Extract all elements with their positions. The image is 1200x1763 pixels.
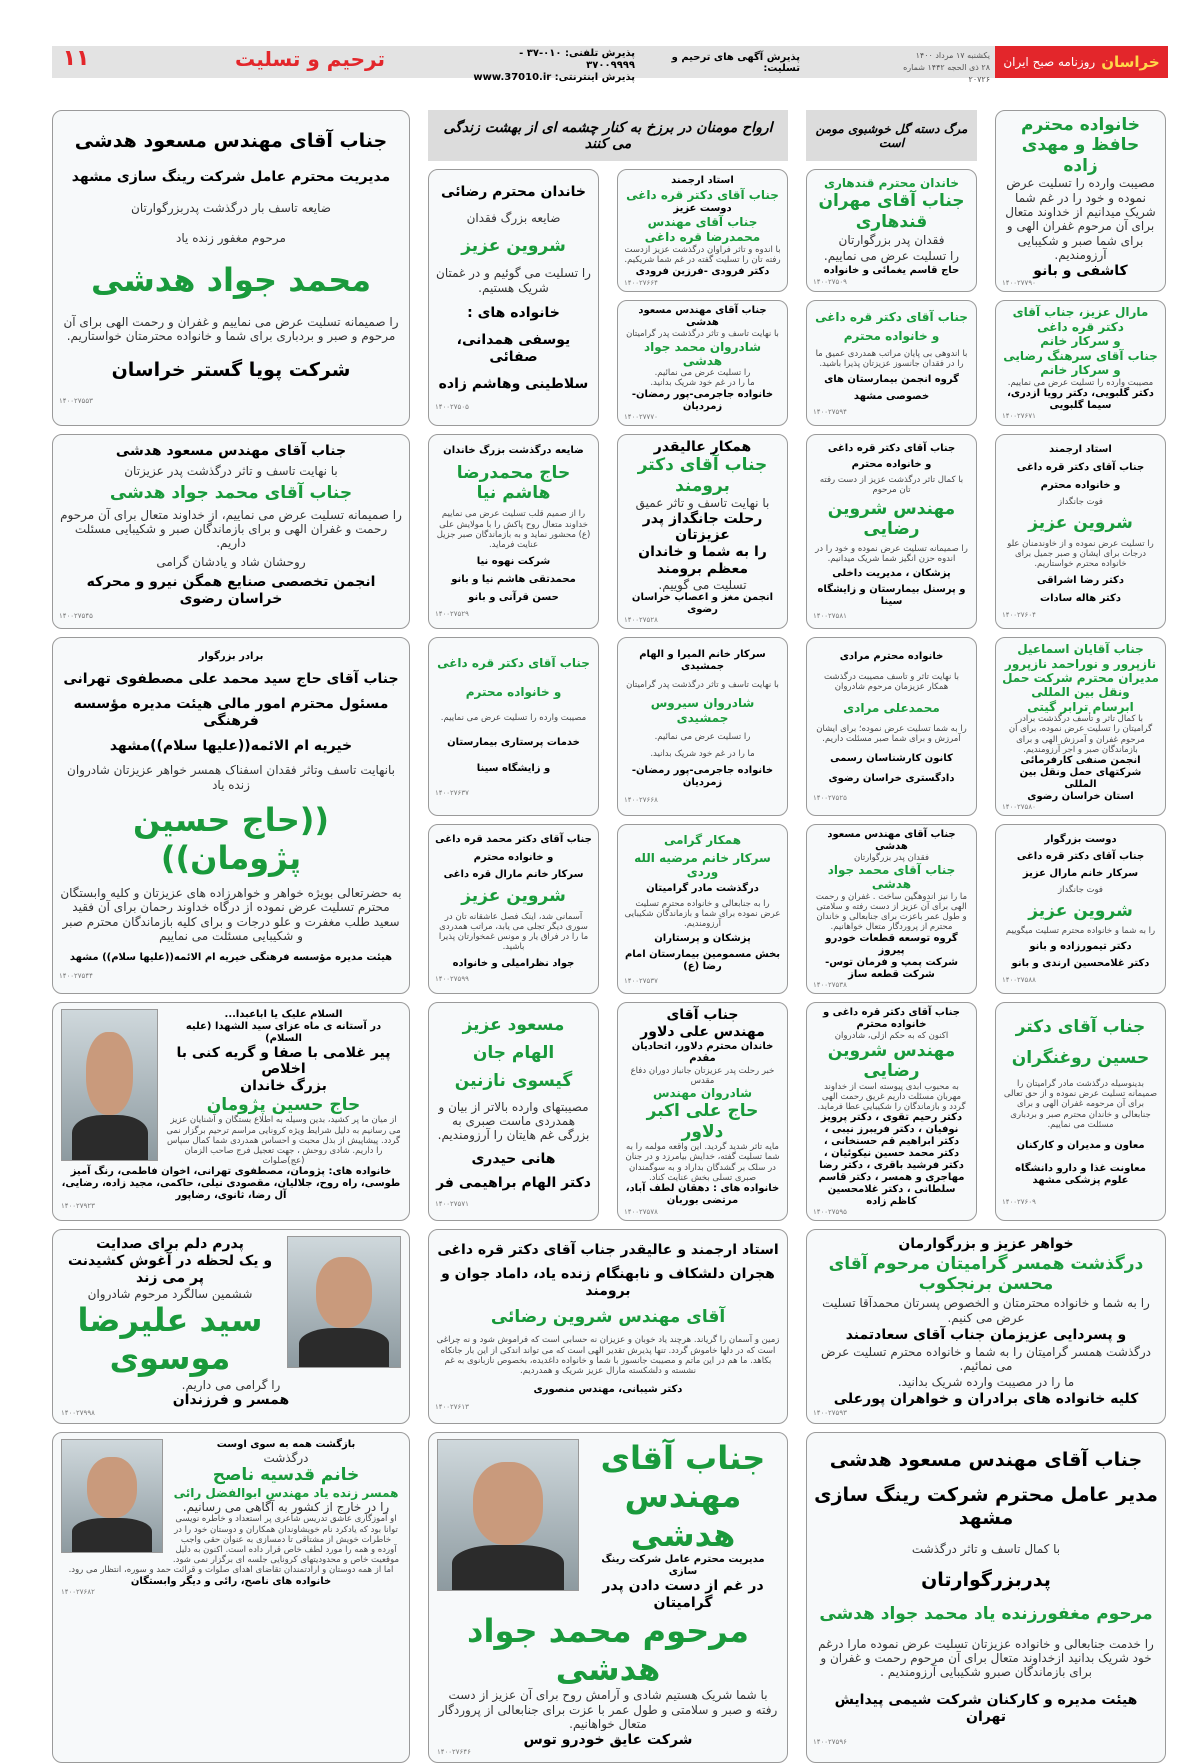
ad-code: ۱۴۰۰۲۷۵۷۸ (624, 1207, 658, 1216)
highlighted-name: مسعود عزیز (462, 1014, 565, 1035)
ad-text-line: سرکار خانم مارال قره داغی (443, 868, 584, 880)
ad-text-line: خبر رحلت پدر عزیزتان جانباز دوران دفاع مقدس (630, 1065, 775, 1086)
condolence-ad (428, 169, 599, 425)
condolence-ad (52, 1432, 410, 1763)
ad-text-line: بازگشت همه به سوی اوست (216, 1438, 356, 1450)
highlighted-name: شروین عزیز (1028, 900, 1133, 921)
ad-text-line: اکنون که به حکم ازلی، شادروان (834, 1030, 949, 1041)
ad-text-line: هیئت مدیره مؤسسه فرهنگی خیریه ام الائمه((علیها سلام)) مشهد (69, 951, 393, 963)
ad-text-line: السلام علیک یا اباعبدا... (224, 1008, 343, 1020)
ad-reception-label: پذیرش آگهی های ترحیم و تسلیت: (671, 52, 800, 74)
ad-text-line: درگذشت (263, 1450, 309, 1465)
ad-code: ۱۴۰۰۲۷۶۰۴ (1002, 610, 1036, 619)
highlighted-name: خانم قدسیه ناصح (212, 1465, 360, 1486)
ad-text-line: ما را در غم خود شریک بدانید. (650, 378, 755, 389)
ad-text-line: دکتر رضا اشراقی (1037, 575, 1124, 587)
ad-text-line: و یک لحظه در آغوش کشیدنت پر می زند (67, 1252, 273, 1286)
ad-text-line: استان خراسان رضوی (1027, 790, 1134, 802)
ad-text-line: با نهایت تاسف و تاثر درگذشت پدر گرامیتان (626, 679, 779, 690)
ad-text-line: جناب آقای حاج سید محمد علی مصطفوی تهرانی (63, 671, 399, 688)
condolence-ad (52, 637, 410, 993)
ad-text-line: مهندس علی دلاور (640, 1024, 765, 1041)
ad-text-line: مصیبت وارده را تسلیت عرض می نماییم. (440, 712, 587, 723)
ad-text-line: پدربزرگوارتان (921, 1568, 1051, 1591)
phone-number: پذیرش تلفنی: ۰۱۰-۳۷ - ۳۷۰۰۹۹۹۹ (519, 48, 635, 71)
highlighted-name: خانواده محترم (1021, 115, 1140, 135)
ad-text-line: دکتر تیمورزاده و بانو (1029, 941, 1132, 953)
ad-text-line: درگذشت مادر گرامیتان (646, 883, 759, 895)
ad-text-line: دکتر غلامحسین ارندی و بانو (1011, 958, 1150, 970)
highlighted-name: جناب آقای محمد جواد هدشی (109, 482, 353, 503)
ad-code: ۱۴۰۰۲۷۷۷۰ (624, 412, 658, 421)
ad-text-line: روحشان شاد و یادشان گرامی (156, 555, 306, 570)
highlighted-name: شروین عزیز (461, 886, 566, 907)
highlighted-name: الهام جان (472, 1042, 555, 1063)
quote-banner: مرگ دسته گل خوشبوی مومن است (806, 110, 977, 161)
condolence-ad (995, 300, 1166, 425)
highlighted-name: محمدعلی مرادی (843, 700, 940, 715)
highlighted-name: حاج علی اکبر دلاور (646, 1101, 759, 1142)
condolence-ad (428, 824, 599, 994)
ad-code: ۱۴۰۰۲۷۹۹۸ (61, 1408, 95, 1417)
ad-text-line: زمین و آسمان را گریاند. هرچند یاد خوبان و عزیزان نه حسابی است که فراموش شود و نه چراغی است که در دلها خاموش گردد. تنها پذیرش تقدیر الهی است که می تواند اندکی از این بار جانکاه بکاهد. ما هم در این ماتم و مصیبت جانسوز با شما و خانواده داغدیده، بخصوص نازبانوی به غم نشسته و دلشکسته مارال عزیز شریک و همدردیم. (436, 1335, 780, 1376)
ad-text-line: همسر و فرزندان (172, 1392, 290, 1409)
highlighted-name: خاندان محترم قندهاری (824, 175, 959, 190)
page-number: ۱۱ (62, 46, 90, 71)
ad-text-line: یوسفی همدانی، صفائی (456, 332, 571, 365)
highlighted-name: جناب آقای دکتر برومند (637, 455, 768, 496)
highlighted-name: جناب آقای (600, 1438, 766, 1477)
ad-text-line: جناب آقای دکتر محمد قره داغی (435, 834, 592, 846)
ad-text-line: استاد ارجمند و عالیقدر جناب آقای دکتر قره داغی (437, 1241, 779, 1258)
ad-text-line: مدیر عامل محترم شرکت رینگ سازی مشهد (814, 1484, 1158, 1530)
ad-text-line: مسئول محترم امور مالی هیئت مدیره مؤسسه فرهنگی (73, 696, 389, 730)
ad-text-line: فوت جانگداز (1058, 885, 1103, 896)
ad-text-line: را تسلیت عرض می نمائیم. (654, 368, 751, 379)
ad-text-line: پدرم دلم برای صدایت (96, 1236, 244, 1253)
ad-code: ۱۴۰۰۲۷۵۸۱ (813, 612, 847, 621)
ad-text-line: را به شما تسلیت عرض نموده؛ برای ایشان آمرزش و برای شما صبر مسئلت داریم. (816, 723, 967, 744)
ad-text-line: جناب آقای مهندس مسعود هدشی (115, 443, 347, 459)
date-line: یکشنبه ۱۷ مرداد ۱۴۰۰ (915, 51, 990, 60)
ad-code: ۱۴۰۰۲۷۶۴۶ (437, 1748, 471, 1757)
highlighted-name: جناب آقای سرهنگ رضایی (1003, 348, 1158, 363)
ad-code: ۱۴۰۰۲۷۵۰۹ (813, 278, 847, 287)
ad-text-line: گروه انجمن بیمارستان های (824, 373, 959, 385)
ad-text-line: جناب آقای مهندس مسعود هدشی (827, 828, 956, 852)
ad-text-line: دوست عزیز (673, 202, 732, 214)
ad-text-line: خاندان محترم دلاور، اتحادیان مقدم (631, 1041, 774, 1065)
portrait-photo (437, 1439, 579, 1591)
ad-text-line: خانواده جاجرمی-پور رمضان-زمردیان (631, 765, 774, 789)
ad-text-line: خانواده جاجرمی-پور رمضان-زمردیان (631, 388, 774, 412)
ad-text-line: انجمن مغز و اعصاب خراسان رضوی (631, 592, 774, 616)
ad-text-line: بانهایت تاسف وتاثر فقدان اسفناک همسر خواهر عزیزتان شادروان زنده یاد (67, 763, 395, 792)
highlighted-name: مرحوم مغفورزنده یاد محمد جواد هدشی (819, 1603, 1153, 1624)
ad-text-line: دکتر هاله سادات (1040, 592, 1121, 604)
highlighted-name: سرکار خانم مرضیه الله وردی (634, 850, 771, 880)
ad-text-line: شرکت پمپ و فرمان توس-شرکت قطعه ساز (825, 956, 958, 980)
ad-text-line: را به جنابعالی و خانواده محترم تسلیت عرض نموده برای شما و بازماندگان شکیبایی آرزومندیم. (624, 899, 781, 930)
portrait-photo (61, 1439, 163, 1553)
ad-text-line: حسن قرآنی و بانو (468, 592, 559, 604)
portrait-photo (61, 1009, 158, 1161)
ad-code: ۱۴۰۰۲۷۶۳۷ (435, 788, 469, 797)
ad-text-line: مدیریت محترم عامل شرکت رینگ سازی مشهد (71, 168, 391, 185)
condolence-ad (428, 434, 599, 630)
ad-code: ۱۴۰۰۲۷۵۸۰ (1002, 802, 1036, 811)
condolence-ad (806, 434, 977, 630)
ad-text-line: هیئت مدیره و کارکنان شرکت شیمی پیدایش تهران (834, 1692, 1138, 1725)
ad-code: ۱۴۰۰۲۷۵۹۶ (813, 1738, 847, 1747)
ad-text-line: جناب آقای دکتر قره داغی (1016, 851, 1145, 863)
ad-text-line: و خانواده محترم (851, 458, 932, 470)
highlighted-name: حافظ و مهدی زاده (1021, 135, 1140, 176)
ad-text-line: جناب آقای دکتر قره داغی و (822, 1006, 961, 1018)
condolence-ad (428, 1002, 599, 1222)
ad-text-line: خواهر عزیز و بزرگوارمان (898, 1235, 1074, 1252)
ad-text-line: ضایعه تاسف بار درگذشت پدربزرگوارتان (131, 201, 331, 215)
highlighted-name: شروین عزیز (1028, 513, 1133, 534)
ad-text-line: پزشکان و پرستاران (654, 933, 751, 945)
section-title: ترحیم و تسلیت (235, 47, 385, 71)
highlighted-name: شروین عزیز (461, 235, 566, 256)
ad-text-line: جناب آقای دکتر قره داغی (1016, 461, 1145, 473)
highlighted-name: گیسوی نازنین (454, 1071, 573, 1092)
ad-text-line: در غم از دست دادن پدر گرامیتان (602, 1578, 764, 1611)
condolence-ad (806, 637, 977, 816)
condolence-ad (52, 110, 410, 426)
ad-text-line: خانواده های: پژومان، مصطفوی تهرانی، اخوان فاطمی، رنگ آمیز طوسی، راه روح، جلالیان، مقصودی نیلی، حاکمی، مجید زاده، رضایی، آل رضا، ثانوی، رضاپور (61, 1166, 401, 1202)
ad-text-line: را به شما و خانواده محترم تسلیت میگوییم (1005, 926, 1156, 937)
ad-code: ۱۴۰۰۲۷۵۴۵ (59, 611, 93, 620)
ad-text-line: در آستانه ی ماه عزای سید الشهدا (علیه السلام) (185, 1020, 382, 1044)
ad-text-line: مصیبتهای وارده بالاتر از بیان و همدردی ماست صبری به بزرگی غم هایتان را آرزومندیم. (437, 1099, 590, 1143)
ad-text-line: را تسلیت عرض نموده و از خاوندمنان علو درجات برای ایشان و صبر جمیل برای خانواده محترم خواستاریم. (1007, 539, 1154, 570)
ad-text-line: را در خارج از کشور به آگاهی می رسانیم. (182, 1500, 390, 1515)
ad-text-line: انجمن صنفی کارفرمائی شرکتهای حمل ونقل بین المللی (1019, 754, 1142, 790)
ad-code: ۱۴۰۰۲۷۵۵۳ (59, 397, 93, 406)
ad-text-line: مرحوم مغفور زنده یاد (176, 230, 286, 245)
ad-code: ۱۴۰۰۲۷۵۹۳ (813, 1409, 847, 1418)
ad-code: ۱۴۰۰۲۷۹۲۳ (61, 1202, 95, 1211)
ad-text-line: حاج قاسم یغمائی و خانواده (823, 264, 960, 276)
highlighted-name: و سرکار خانم (1040, 334, 1121, 349)
ad-code: ۱۴۰۰۲۷۶۶۸ (624, 796, 658, 805)
ad-code: ۱۴۰۰۲۷۵۹۴ (813, 407, 847, 416)
highlighted-name: حاج محمدرضا هاشم نیا (456, 462, 571, 504)
highlighted-name: ابرسام ترابر گیتی (1027, 699, 1134, 714)
highlighted-name: مهندس هدشی (624, 1477, 742, 1554)
condolence-ad (617, 169, 788, 292)
ad-text-line: را تسلیت می گوئیم و در غمتان شریک هستیم. (436, 266, 591, 295)
ad-text-line: را تسلیت عرض می نمائیم. (654, 731, 751, 742)
condolence-ad (995, 434, 1166, 630)
ad-text-line: و پسردایی عزیزمان جناب آقای سعادتمند (845, 1326, 1127, 1343)
highlighted-name: جناب آقایان اسماعیل نازپرور و نوراحمد نازپرور (1004, 642, 1157, 671)
ad-code: ۱۴۰۰۲۷۶۸۲ (61, 1587, 95, 1596)
highlighted-name: درگذشت همسر گرامیتان مرحوم آقای محسن برنجکوب (828, 1253, 1144, 1295)
condolence-ad (806, 169, 977, 292)
ad-text-line: به حضرتعالی بویژه خواهر و خواهرزاده های عزیزتان و کلیه وابستگان محترم تسلیت عرض نموده از درگاه خداوند رحمان برای آن فقید سعید طلب مغفرت و علو درجات و برای کلیه بازماندگان محترم صبر و شکیبایی مسئلت می نماییم (60, 885, 402, 943)
ad-text-line: مصیبت وارده را تسلیت عرض نموده و خود را در غم شما شریک میدانیم از خداوند متعال برای آن مرحوم غفران الهی و برای شما صبر و شکیبایی آرزومندیم. (1005, 176, 1156, 263)
ad-text-line: بزرگ خاندان (240, 1078, 327, 1095)
ad-code: ۱۴۰۰۲۷۵۲۸ (624, 616, 658, 625)
ad-text-line: ضایعه درگذشت بزرگ خاندان (443, 444, 584, 456)
ad-text-line: با کمال تاثر و تأسف درگذشت برادر گرامیتان را تسلیت عرض نموده، برای آن مرحوم غفران و آمرزش الهی و برای بازماندگان صبر و اجر آرزومندیم. (1008, 714, 1153, 755)
ad-text-line: دادگستری خراسان رضوی (828, 773, 955, 785)
ad-text-line: انجمن تخصصی صنایع همگن نیرو و محرکه خراسان رضوی (86, 573, 376, 607)
ad-text-line: را خدمت جنابعالی و خانواده عزیزتان تسلیت عرض نموده مارا درغم خود شریک بدانید ازخداوند متعال برای آن مرحوم رحمت و غفران و برای بازماندگان صبرو شکیبایی آرزومندیم . (818, 1636, 1154, 1680)
ad-code: ۱۴۰۰۲۷۵۰۵ (435, 402, 469, 411)
condolence-ad (617, 824, 788, 994)
condolence-ad (995, 110, 1166, 292)
ad-text-line: جناب آقای مهندس مسعود هدشی (829, 1449, 1143, 1472)
masthead (995, 46, 1168, 78)
condolence-ad (995, 824, 1166, 994)
ad-text-line: ما را در مصیبت وارده شریک بدانید. (897, 1375, 1075, 1390)
highlighted-name: مارال عزیز، جناب آقای دکتر قره داغی (1012, 305, 1149, 334)
ad-text-line: مصیبت وارده را تسلیت عرض می نماییم. (1007, 377, 1154, 388)
highlighted-name: مهندس شروین رضایی (827, 499, 956, 540)
quote-banner: ارواح مومنان در برزخ به کنار چشمه ای از بهشت زندگی می کنند (428, 110, 788, 161)
ad-text-line: را صمیمانه تسلیت عرض نموده و خود را در اندوه حزن انگیز شما شریک میدانیم. (815, 543, 968, 564)
ad-text-line: سرکار خانم مارال عزیز (1022, 868, 1139, 880)
ad-text-line: با اندوهی بی پایان مراتب همدردی عمیق ما را در فقدان جانسوز عزیزتان پذیرا باشید. (815, 348, 968, 369)
highlighted-name: و سرکار خانم (1040, 363, 1121, 378)
ad-text-line: پیر غلامی با صفا و گریه کنی با اخلاص (176, 1044, 391, 1078)
highlighted-name: سید علیرضا موسوی (77, 1300, 263, 1378)
issue-date (880, 50, 990, 86)
ad-text-line: را به شما و خانواده محترمتان و الخصوص پسرتان محمدآقا تسلیت عرض می کنیم. (822, 1296, 1150, 1325)
ad-text-line: با کمال تاسف و تاثر درگذشت (911, 1542, 1061, 1557)
condolence-ad (617, 1002, 788, 1222)
highlighted-name: آقای مهندس شروین رضائی (490, 1307, 726, 1328)
ad-code: ۱۴۰۰۲۷۷۹۰ (1002, 279, 1036, 288)
ad-code: ۱۴۰۰۲۷۶۱۳ (435, 1403, 469, 1412)
highlighted-name: جناب آقای دکتر قره داغی (626, 187, 779, 202)
ad-text-line: مایه تاثر شدید گردید. این واقعه مولمه را به شما تسلیت گفته، خدایش بیامرزد و در جنان در سلک بر گشدگان بداراد و به سوگمندان صبری تسلی بخش عنایت کناد. (625, 1142, 780, 1183)
ad-text-line: را از صمیم قلب تسلیت عرض می نماییم خداوند متعال روح پاکش را با مولایش علی (ع) محشور نماید و به بازماندگان صبر جزیل عنایت فرماید. (436, 509, 591, 550)
ad-code: ۱۴۰۰۲۷۵۷۱ (435, 1200, 469, 1209)
highlighted-name: حاج حسین پژومان (206, 1095, 361, 1116)
ad-text-line: کاشفی و بانو (1033, 262, 1128, 279)
ad-text-line: سرکار خانم المیرا و الهام جمشیدی (639, 648, 766, 672)
highlighted-name: ((حاج حسین پژومان)) (132, 800, 329, 877)
date-line: ۲۸ ذی الحجه ۱۴۴۲ شماره ۲۰۷۲۶ (903, 63, 990, 84)
ad-text-line: خیریه ام الائمه((علیها سلام))مشهد (109, 738, 353, 755)
condolence-ad (806, 1229, 1166, 1424)
ad-text-line: فقدان پدر بزرگوارتان (853, 852, 930, 863)
ad-code: ۱۴۰۰۲۷۵۲۹ (435, 610, 469, 619)
condolence-ad (806, 300, 977, 425)
ad-text-line: دکتر شیبانی، مهندس منصوری (533, 1383, 683, 1395)
ad-code: ۱۴۰۰۲۷۶۰۹ (1002, 1197, 1036, 1206)
ad-text-line: معاون و مدیران و کارکنان (1016, 1140, 1145, 1152)
highlighted-name: شادروان سیروس جمشیدی (650, 696, 755, 725)
ad-text-line: ضایعه بزرگ فقدان (466, 211, 561, 226)
ad-text-line: با نهایت تاسف و تاثر عمیق (635, 496, 770, 511)
ad-text-line: استاد ارجمند (671, 175, 734, 187)
condolence-ad (428, 1229, 788, 1424)
ad-text-line: دکتر الهام براهیمی فر (436, 1175, 591, 1192)
condolence-ad (806, 824, 977, 994)
ad-text-line: و خانواده محترم (473, 851, 554, 863)
ad-code: ۱۴۰۰۲۷۶۶۴ (624, 278, 658, 287)
ad-text-line: هجران دلشکاف و نابهنگام زنده یاد، داماد جوان و برومند (441, 1266, 775, 1299)
ad-text-line: او آموزگاری عاشق تدریس شاعری پر استعداد و خاطره نویسی توانا بود که یادکرد نام خویشاوندان همکاران و دوستان خود را در خاطرات خویش از مشتاقی تا دمسازی به عنوان حقی واجب آورده و همه را مورد لطف خاص قرار داده است. اکنون به دلیل موقعیت خاص و محدودیتهای کرونایی جلسه ای برگزار نمی شود. اما از همه دوستان و ارادتمندان تقاضای اهدای صلوات و قرائت حمد و سوره، انتظار می رود. (68, 1514, 400, 1576)
ad-text-line: فقدان پدر بزرگوارتان (838, 233, 945, 248)
ad-text-line: دکتر فرودی -فرزین فرودی (635, 265, 770, 277)
condolence-ad (617, 434, 788, 630)
highlighted-name: جناب آقای محمد جواد هدشی (827, 863, 956, 892)
highlighted-name: جناب آقای مهندس محمدرضا قره داغی (644, 215, 761, 244)
ad-text-line: جناب آقای مهندس مسعود هدشی (638, 305, 767, 329)
ad-text-line: مدیریت محترم عامل شرکت رینگ سازی (601, 1554, 765, 1578)
ad-text-line: محمدتقی هاشم نیا و بانو (451, 574, 576, 586)
ad-code: ۱۴۰۰۲۷۵۹۵ (813, 1208, 847, 1217)
ad-text-line: دکتر رحیم تقوی ، دکتر پرویز نوفیان ، دکتر فریبرز نیبی ، دکتر ابراهیم قم حسنخانی ، دکتر محمد حسین نیکوئیان ، دکتر فرشید باقری ، دکتر رضا مهاجری و همسر ، دکتر قاسم سلطانی ، دکتر غلامحسین کاظم زاده (818, 1112, 965, 1208)
logo: خراسان (1101, 53, 1160, 71)
condolence-ad (806, 1002, 977, 1222)
ad-text-line: معاونت غذا و دارو دانشگاه علوم پزشکی مشهد (1015, 1163, 1146, 1186)
ad-text-line: خانواده محترم مرادی (839, 650, 944, 662)
ad-code: ۱۴۰۰۲۷۵۳۷ (624, 976, 658, 985)
ad-text-line: با کمال تاثر درگذشت عزیز از دست رفته تان مرحوم (819, 474, 964, 495)
highlighted-name: مهندس شروین رضایی (827, 1040, 956, 1082)
ad-text-line: سلاطینی وهاشم زاده (438, 375, 589, 392)
ad-text-line: تسلیت می گوییم. (658, 577, 747, 592)
ad-text-line: خدمات پرستاری بیمارستان (447, 736, 580, 748)
highlighted-name: حسین روغنگران (1011, 1048, 1150, 1069)
ad-text-line: بدینوسیله درگذشت مادر گرامیتان را صمیمانه تسلیت عرض نموده و از حق تعالی برای آن مرحومه غفران الهی و برای جنابعالی و خاندان محترم صبر و بردباری مسئلت می نماییم. (1003, 1079, 1158, 1130)
ad-text-line: هانی حیدری (471, 1150, 556, 1167)
highlighted-name: همسر زنده یاد مهندس ابوالفضل رائی (173, 1485, 399, 1500)
ad-text-line: آسمانی شد، اینک فصل عاشقانه تان در سوری دیگر تجلی می یابد، مراتب همدردی ما را در فراق یار و مونس غمخوارتان پذیرا باشید. (438, 911, 589, 953)
ads-grid (52, 110, 1166, 1763)
condolence-ad (995, 1002, 1166, 1222)
ad-text-line: ششمین سالگرد مرحوم شادروان (87, 1286, 253, 1301)
paper-subtitle: روزنامه صبح ایران (1003, 55, 1096, 69)
highlighted-name: و خانواده محترم (843, 329, 940, 344)
condolence-ad (617, 637, 788, 816)
ad-text-line: با نهایت تاسف و تاثر درگذشت پدر عزیزتان (124, 464, 338, 479)
ad-text-line: جناب آقای مهندس مسعود هدشی (74, 130, 388, 153)
condolence-ad (52, 1002, 410, 1222)
condolence-ad (428, 637, 599, 816)
ad-code: ۱۴۰۰۲۷۵۳۸ (813, 980, 847, 989)
ad-text-line: خانواده محترم (856, 1018, 927, 1030)
ad-text-line: کانون کارشناسان رسمی (830, 752, 953, 764)
ad-code: ۱۴۰۰۲۷۵۸۸ (1002, 975, 1036, 984)
highlighted-name: جناب آقای دکتر قره داغی (815, 310, 968, 325)
highlighted-name: شادروان مهندس (652, 1086, 753, 1101)
ad-text-line: ما را نیز اندوهگین ساخت . غفران و رحمت الهی برای آن عزیز از دست رفته و سلامتی و طول عمر باعزت برای جنابعالی و خاندان محترم از پروردگار متعال خواهانیم. (815, 891, 968, 933)
ad-text-line: از میان ما پر کشید، بدین وسیله به اطلاع بستگان و آشنایان عزیز می رسانیم به دلیل شرایط ویژه کرونایی مراسم ترحیم برگزار نمی گردد. پیشاپیش از بذل محبت و احساس همدردی شما کمال سپاس را داریم. شادی روحش ، جهت تعجیل فرج صاحب الزمان (عج)صلوات (166, 1115, 401, 1167)
ad-text-line: خانواده های : دهقان لطف آباد، مرتضی بوربان (625, 1183, 780, 1207)
ad-text-line: خانواده های ناصح، رائی و دیگر وابستگان (130, 1575, 332, 1587)
ad-text-line: و خانواده محترم (1040, 479, 1121, 491)
ad-text-line: و زایشگاه سینا (476, 762, 551, 774)
ad-text-line: با شما شریک هستیم شادی و آرامش روح برای آن عزیز از دست رفته و صبر و سلامتی و طول عمر با عزت برای جنابعالی از پروردگار متعال خواهانیم. (438, 1688, 778, 1732)
ad-text-line: دکتر گلبویی، دکتر رویا ازدری، سیما گلبویی (1007, 388, 1154, 412)
condolence-ad (52, 434, 410, 630)
highlighted-name: مدیران محترم شرکت حمل ونقل بین المللی (1002, 670, 1159, 700)
ad-text-line: شرکت نهوه نیا (476, 556, 551, 568)
ad-text-line: را تسلیت عرض می نماییم. (823, 249, 960, 264)
ad-text-line: را گرامی می داریم. (181, 1377, 281, 1392)
ad-text-line: خصوصی مشهد (853, 390, 930, 402)
ad-text-line: همکار عالیقدر (653, 438, 752, 455)
ad-text-line: خانواده های : (467, 305, 560, 322)
ad-text-line: استاد ارجمند (1049, 444, 1112, 456)
ad-text-line: پزشکان ، مدیریت داخلی (832, 568, 951, 580)
condolence-ad (995, 637, 1166, 816)
ad-text-line: بخش مسمومین بیمارستان امام رضا (ع) (624, 949, 781, 973)
ad-text-line: فوت جانگداز (1058, 497, 1103, 508)
highlighted-name: شادروان محمد جواد هدشی (643, 339, 762, 368)
highlighted-name: محمد جواد هدشی (90, 260, 372, 299)
condolence-ad (617, 300, 788, 425)
ad-text-line: جناب آقای دکتر قره داغی (827, 442, 956, 454)
ad-text-line: خاندان محترم رضائی (441, 184, 586, 201)
ad-text-line: و پرسنل بیمارستان و زایشگاه سینا (817, 584, 966, 608)
ad-text-line: برادر بزرگوار (198, 650, 264, 662)
ad-text-line: گروه توسعه قطعات خودرو پیروز (825, 932, 958, 956)
ad-text-line: با نهایت تاسف و تاثر درگذشت پدر گرامیتان (626, 329, 779, 340)
ad-text-line: جواد نظرامیلی و خانواده (452, 957, 575, 969)
ad-code: ۱۴۰۰۲۷۶۷۱ (1002, 412, 1036, 421)
highlighted-name: جناب آقای دکتر (1015, 1017, 1146, 1038)
ad-text-line: دوست بزرگوار (1044, 834, 1117, 845)
ad-text-line: کلیه خانواده های برادران و خواهران پورعلی (833, 1390, 1139, 1407)
ad-text-line: رحلت جانگداز پدر عزیزتان (642, 510, 763, 544)
highlighted-name: و خانواده محترم (465, 684, 562, 699)
ad-text-line: را صمیمانه تسلیت عرض می نماییم و غفران و رحمت الهی برای آن مرحوم و صبر و بردباری برای شما و خانواده محترمتان خواستاریم. (63, 314, 399, 343)
highlighted-name: همکار گرامی (663, 832, 742, 847)
condolence-ad (806, 1432, 1166, 1763)
highlighted-name: جناب آقای مهران قندهاری (818, 191, 965, 232)
ad-text-line: درگذشت همسر گرامیتان را به شما و خانواده محترم تسلیت عرض می نمائیم. (820, 1344, 1151, 1374)
ad-text-line: با اندوه و تاثر فراوان درگذشت عزیز ازدست رفته تان را تسلیت گفته در غم شما شریکیم. (624, 244, 781, 266)
website-link[interactable]: پذیرش اینترنتی: www.37010.ir (473, 72, 635, 83)
ad-text-line: را به شما و خاندان معظم برومند (638, 544, 767, 578)
ad-text-line: را صمیمانه تسلیت عرض می نماییم، از خداوند متعال برای آن مرحوم رحمت و غفران الهی و برای بازماندگان صبر و شکیبایی مسئلت داریم. (60, 507, 402, 551)
highlighted-name: مرحوم محمد جواد هدشی (467, 1611, 749, 1689)
ad-text-line: با نهایت تاثر و تاسف مصیبت درگذشت همکار عزیزمان مرحوم شادروان (823, 671, 959, 692)
ad-code: ۱۴۰۰۲۷۵۴۴ (59, 972, 93, 981)
highlighted-name: جناب آقای دکتر قره داغی (437, 656, 590, 671)
ad-code: ۱۴۰۰۲۷۵۹۹ (435, 975, 469, 984)
ad-text-line: شرکت پویا گستر خراسان (111, 358, 351, 381)
ad-text-line: به محبوب ابدی پیوسته است از خداوند مهربان مسئلت داریم غریق رحمت الهی گردد و بازماندگان را شکیبایی عطا فرماید. (817, 1081, 966, 1112)
ad-code: ۱۴۰۰۲۷۵۲۵ (813, 794, 847, 803)
ad-text-line: شرکت عایق خودرو توس (523, 1731, 693, 1748)
condolence-ad (428, 1432, 788, 1763)
ad-text-line: ما را در غم خود شریک بدانید. (650, 748, 755, 759)
portrait-photo (287, 1236, 401, 1368)
ad-text-line: جناب آقای (666, 1006, 739, 1023)
contact-info (470, 48, 635, 84)
condolence-ad (52, 1229, 410, 1424)
